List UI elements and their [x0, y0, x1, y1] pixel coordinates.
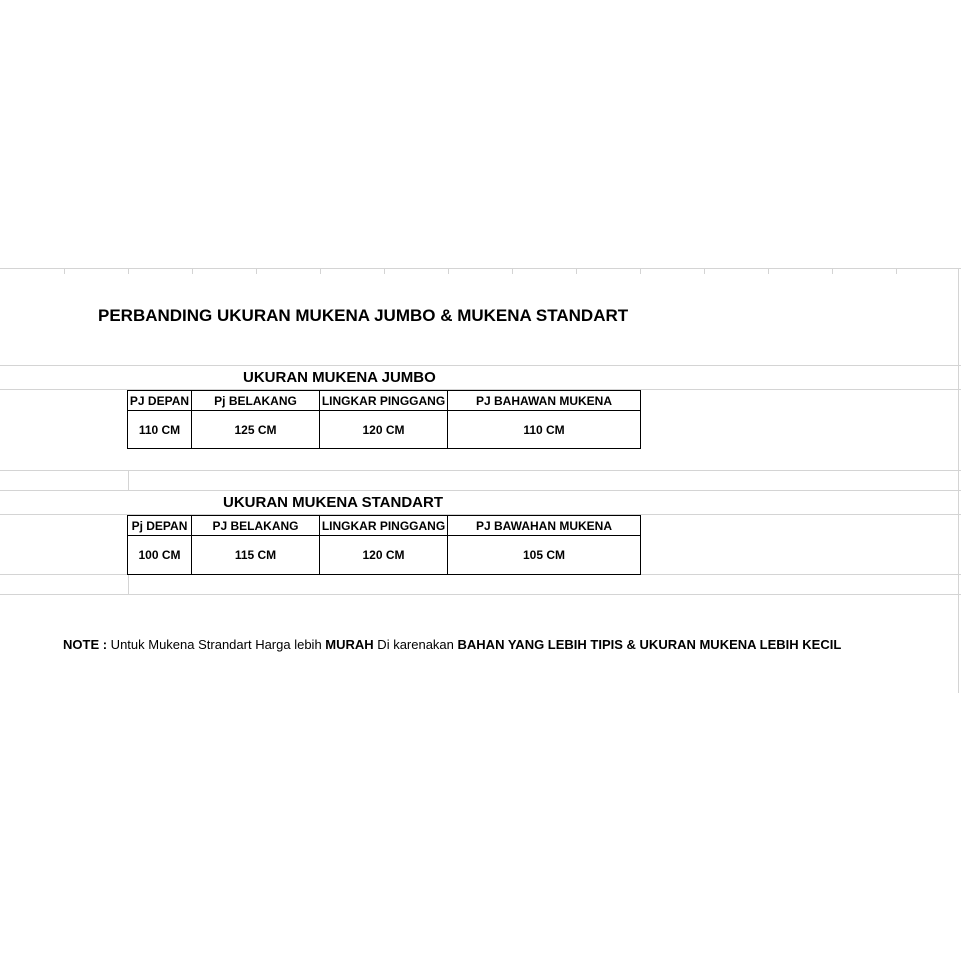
page-title: PERBANDING UKURAN MUKENA JUMBO & MUKENA STANDART: [98, 306, 629, 325]
grid-line: [128, 574, 129, 594]
header-cell: PJ BAWAHAN MUKENA: [448, 516, 641, 536]
grid-line: [128, 470, 129, 490]
column-tick: [576, 268, 577, 274]
column-tick: [512, 268, 513, 274]
column-tick: [192, 268, 193, 274]
header-cell: Pj BELAKANG: [192, 391, 320, 411]
standart-heading: UKURAN MUKENA STANDART: [223, 494, 443, 511]
note-text: [63, 637, 841, 652]
header-cell: LINGKAR PINGGANG: [320, 516, 448, 536]
value-cell: 105 CM: [448, 536, 641, 575]
header-cell: Pj DEPAN: [128, 516, 192, 536]
note-text-2: Di karenakan: [373, 637, 458, 652]
grid-line: [0, 594, 961, 595]
column-tick: [448, 268, 449, 274]
column-tick: [640, 268, 641, 274]
note-bold-1: MURAH: [325, 637, 374, 652]
column-tick: [320, 268, 321, 274]
column-tick: [896, 268, 897, 274]
grid-line: [958, 268, 959, 693]
header-cell: PJ BELAKANG: [192, 516, 320, 536]
column-tick: [256, 268, 257, 274]
header-cell: PJ DEPAN: [128, 391, 192, 411]
value-cell: 100 CM: [128, 536, 192, 575]
note-label: NOTE :: [63, 637, 108, 652]
value-cell: 125 CM: [192, 411, 320, 449]
spreadsheet-grid: [0, 268, 961, 698]
note-text-1: Untuk Mukena Strandart Harga lebih: [107, 637, 326, 652]
value-cell: 110 CM: [448, 411, 641, 449]
header-cell: PJ BAHAWAN MUKENA: [448, 391, 641, 411]
column-tick: [704, 268, 705, 274]
column-tick: [128, 268, 129, 274]
value-cell: 120 CM: [320, 411, 448, 449]
value-cell: 120 CM: [320, 536, 448, 575]
header-cell: LINGKAR PINGGANG: [320, 391, 448, 411]
column-tick: [832, 268, 833, 274]
value-cell: 115 CM: [192, 536, 320, 575]
grid-line: [0, 470, 961, 471]
grid-line: [0, 268, 961, 269]
jumbo-heading: UKURAN MUKENA JUMBO: [243, 369, 436, 386]
note-bold-2: BAHAN YANG LEBIH TIPIS & UKURAN MUKENA LEBIH KECIL: [457, 637, 842, 652]
jumbo-size-table: [127, 390, 641, 449]
standart-size-table: [127, 515, 641, 575]
value-cell: 110 CM: [128, 411, 192, 449]
column-tick: [768, 268, 769, 274]
grid-line: [0, 365, 961, 366]
column-tick: [64, 268, 65, 274]
column-tick: [384, 268, 385, 274]
grid-line: [0, 490, 961, 491]
